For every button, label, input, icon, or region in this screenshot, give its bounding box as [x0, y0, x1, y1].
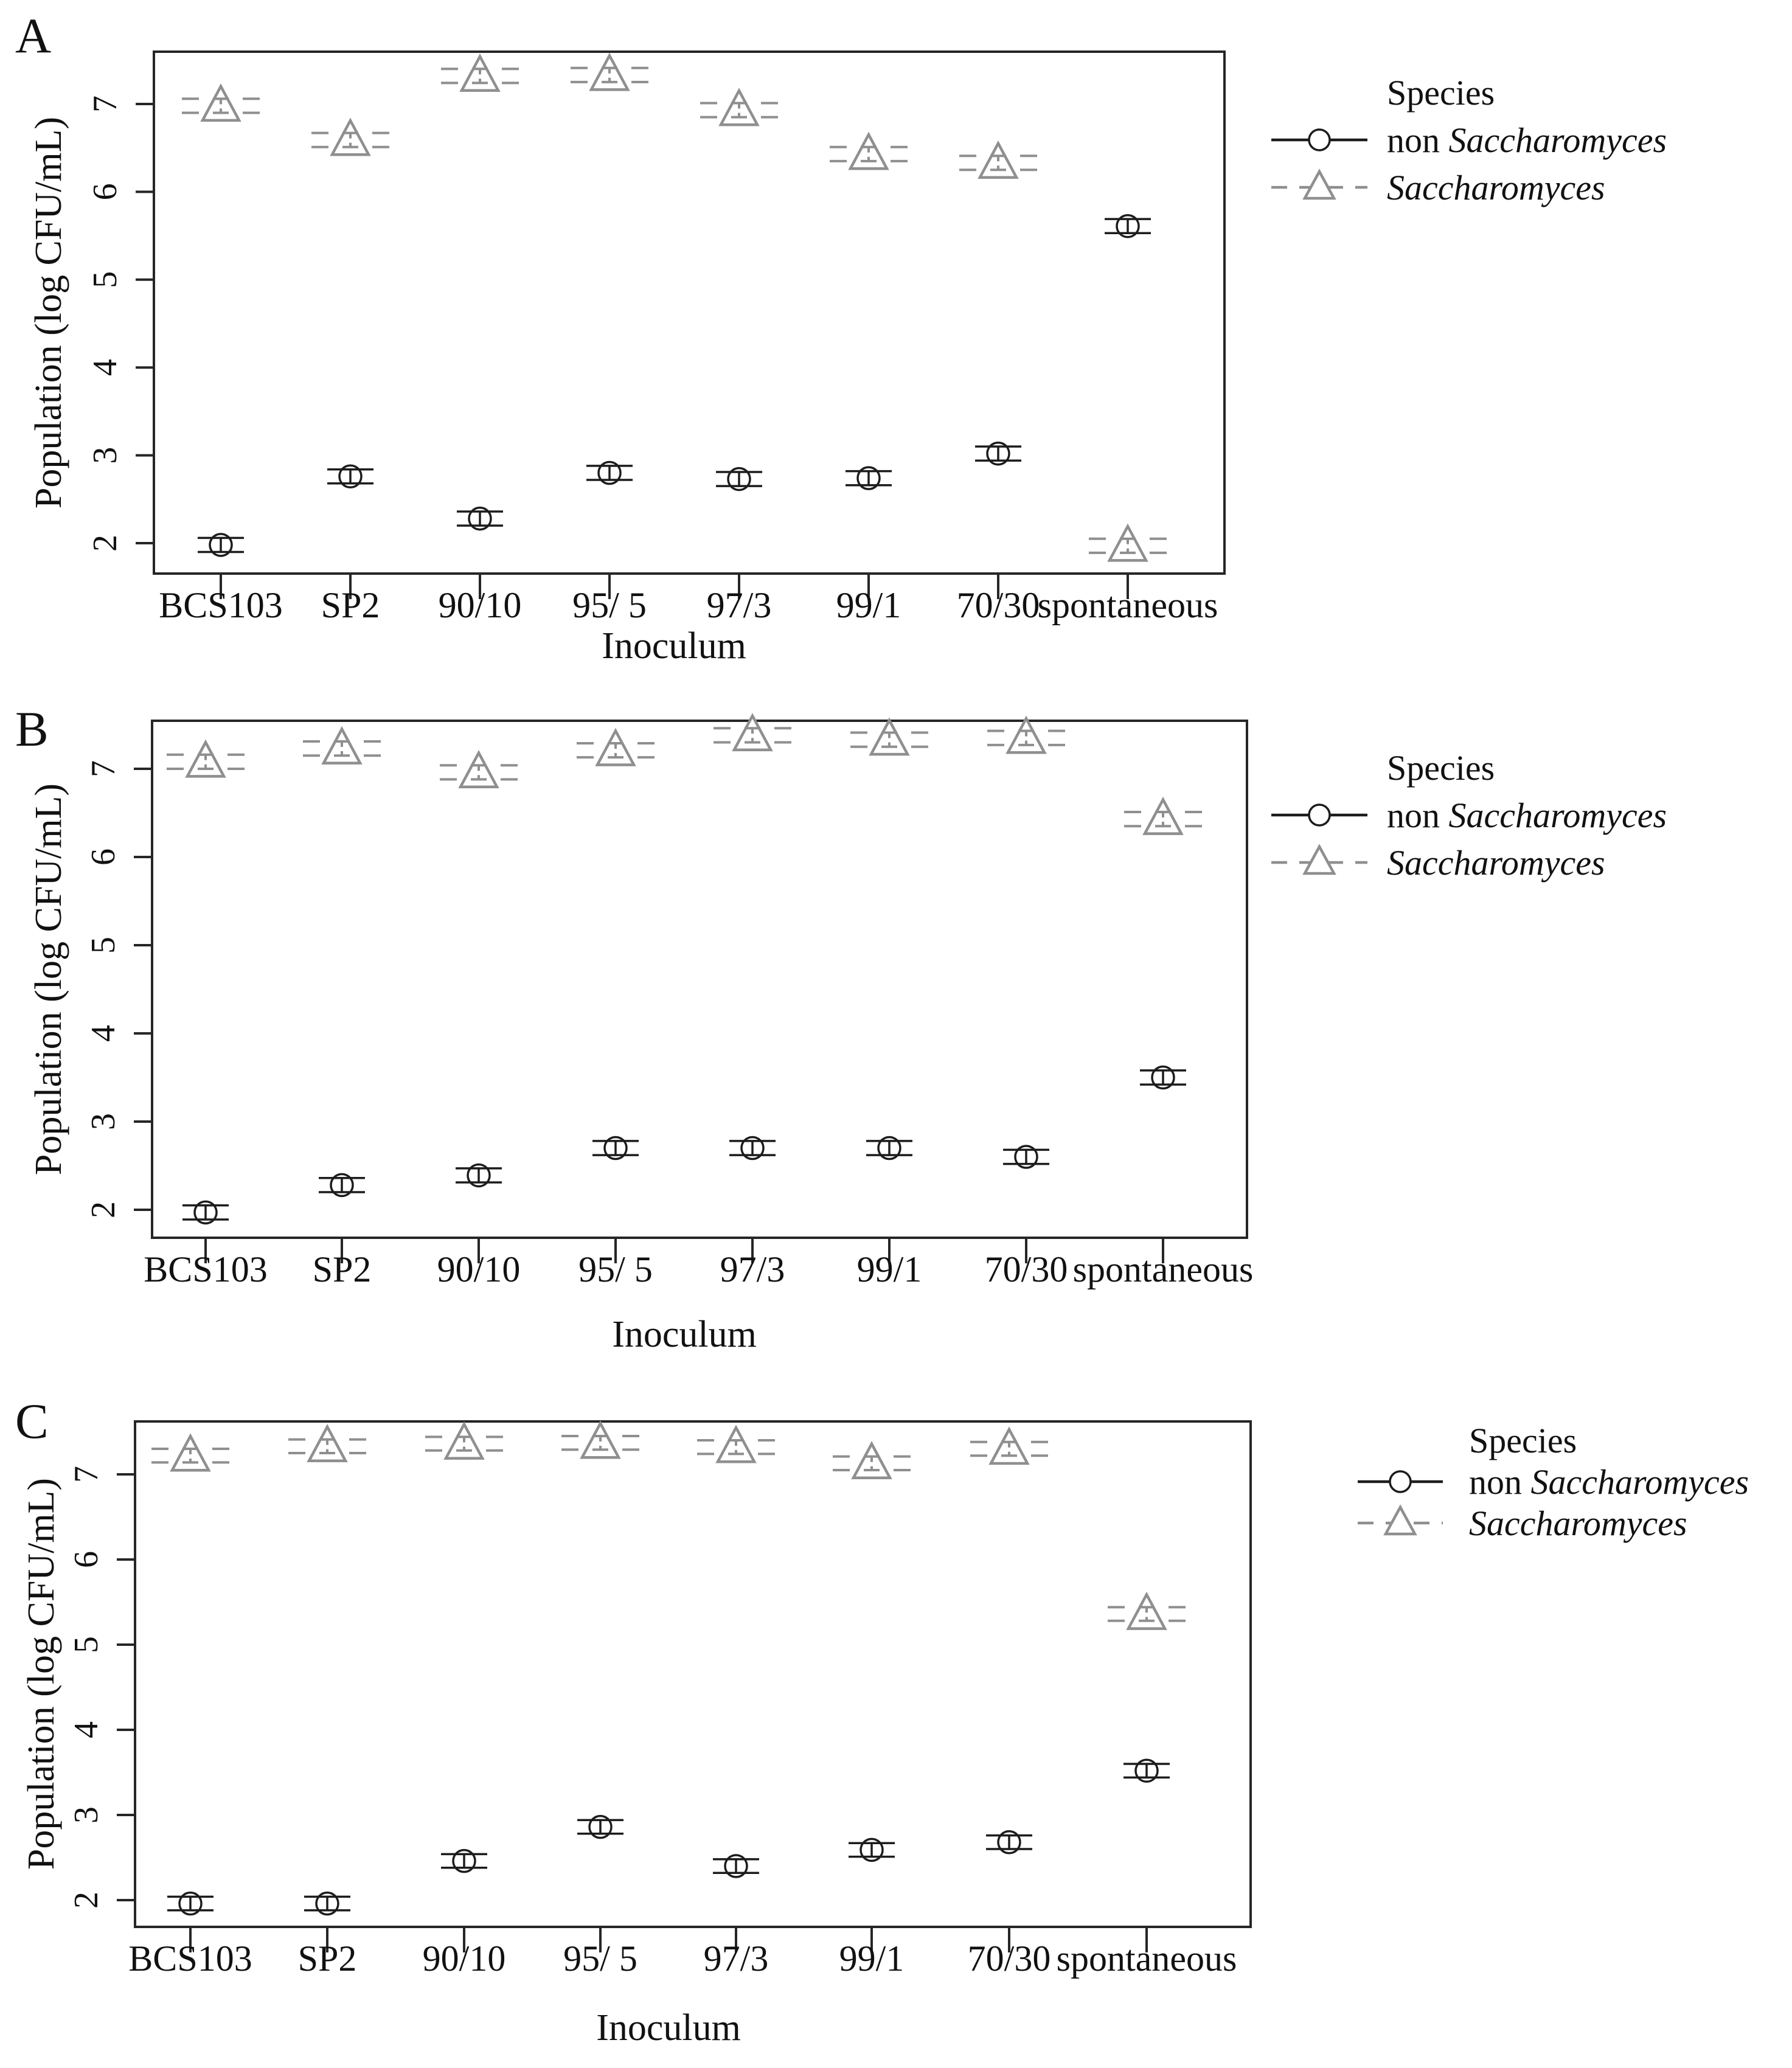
x-tick-label: SP2 [297, 1938, 357, 1979]
legend-entry-label: non Saccharomyces [1387, 796, 1667, 835]
panel-c [21, 1421, 1749, 2049]
y-tick-label: 4 [85, 1025, 122, 1042]
x-tick-label: spontaneous [1037, 585, 1218, 625]
legend-title: Species [1469, 1421, 1577, 1460]
y-axis-title: Population (log CFU/mL) [28, 783, 69, 1176]
x-tick-label: 95/ 5 [572, 585, 647, 625]
y-tick-label: 3 [86, 446, 124, 464]
legend-title: Species [1387, 748, 1495, 788]
legend-entry-label: Saccharomyces [1387, 168, 1605, 207]
y-tick-label: 7 [86, 95, 124, 113]
x-tick-label: SP2 [312, 1249, 372, 1289]
x-tick-label: BCS103 [128, 1938, 252, 1979]
x-tick-label: 99/1 [836, 585, 901, 625]
x-tick-label: 99/1 [839, 1938, 905, 1979]
y-tick-label: 4 [68, 1721, 105, 1738]
panel-a [28, 52, 1667, 667]
legend-entry-label: Saccharomyces [1469, 1504, 1687, 1543]
legend-entry-label: non Saccharomyces [1387, 120, 1667, 160]
x-tick-label: 97/3 [720, 1249, 785, 1289]
y-tick-label: 6 [86, 183, 124, 201]
triangle-key-icon [1386, 1507, 1415, 1534]
legend-entry-label: non Saccharomyces [1469, 1462, 1749, 1502]
y-tick-label: 4 [86, 359, 124, 376]
x-tick-label: 95/ 5 [563, 1938, 637, 1979]
x-tick-label: 90/10 [437, 1249, 521, 1289]
y-tick-label: 3 [85, 1113, 122, 1130]
y-tick-label: 3 [68, 1806, 105, 1823]
x-tick-label: spontaneous [1056, 1938, 1237, 1979]
plot-box [152, 721, 1247, 1238]
circle-key-icon [1309, 130, 1330, 150]
x-tick-label: BCS103 [159, 585, 283, 625]
triangle-key-icon [1305, 847, 1334, 873]
x-tick-label: 95/ 5 [578, 1249, 653, 1289]
x-tick-label: 70/30 [967, 1938, 1051, 1979]
x-tick-label: spontaneous [1072, 1249, 1254, 1289]
x-tick-label: 97/3 [703, 1938, 769, 1979]
panel-label-a: A [15, 8, 52, 63]
x-tick-label: 99/1 [856, 1249, 922, 1289]
panel-label-b: B [15, 701, 49, 757]
legend-title: Species [1387, 73, 1495, 113]
plot-box [135, 1421, 1251, 1927]
y-tick-label: 2 [85, 1201, 122, 1218]
y-tick-label: 6 [85, 848, 122, 866]
x-tick-label: 70/30 [956, 585, 1040, 625]
x-axis-title: Inoculum [612, 1314, 757, 1355]
y-axis-title: Population (log CFU/mL) [28, 116, 69, 509]
x-axis-title: Inoculum [602, 625, 746, 667]
legend [1271, 73, 1667, 207]
circle-key-icon [1309, 805, 1330, 825]
y-tick-label: 5 [86, 271, 124, 288]
panel-b [28, 716, 1667, 1355]
y-tick-label: 2 [68, 1892, 105, 1909]
y-axis-title: Population (log CFU/mL) [21, 1477, 62, 1870]
y-tick-label: 2 [86, 535, 124, 552]
x-tick-label: 90/10 [422, 1938, 506, 1979]
x-tick-label: BCS103 [144, 1249, 268, 1289]
panel-label-c: C [15, 1393, 49, 1449]
legend [1271, 748, 1667, 883]
y-tick-label: 7 [85, 760, 122, 777]
y-tick-label: 5 [68, 1636, 105, 1653]
y-tick-label: 7 [68, 1466, 105, 1483]
plot-box [154, 52, 1224, 574]
x-tick-label: SP2 [321, 585, 380, 625]
y-tick-label: 5 [85, 937, 122, 954]
legend-entry-label: Saccharomyces [1387, 843, 1605, 883]
x-tick-label: 70/30 [984, 1249, 1068, 1289]
triangle-key-icon [1305, 172, 1334, 198]
x-tick-label: 90/10 [438, 585, 522, 625]
legend [1358, 1421, 1749, 1543]
circle-key-icon [1390, 1471, 1411, 1492]
y-tick-label: 6 [68, 1551, 105, 1568]
x-tick-label: 97/3 [706, 585, 772, 625]
x-axis-title: Inoculum [596, 2007, 741, 2049]
